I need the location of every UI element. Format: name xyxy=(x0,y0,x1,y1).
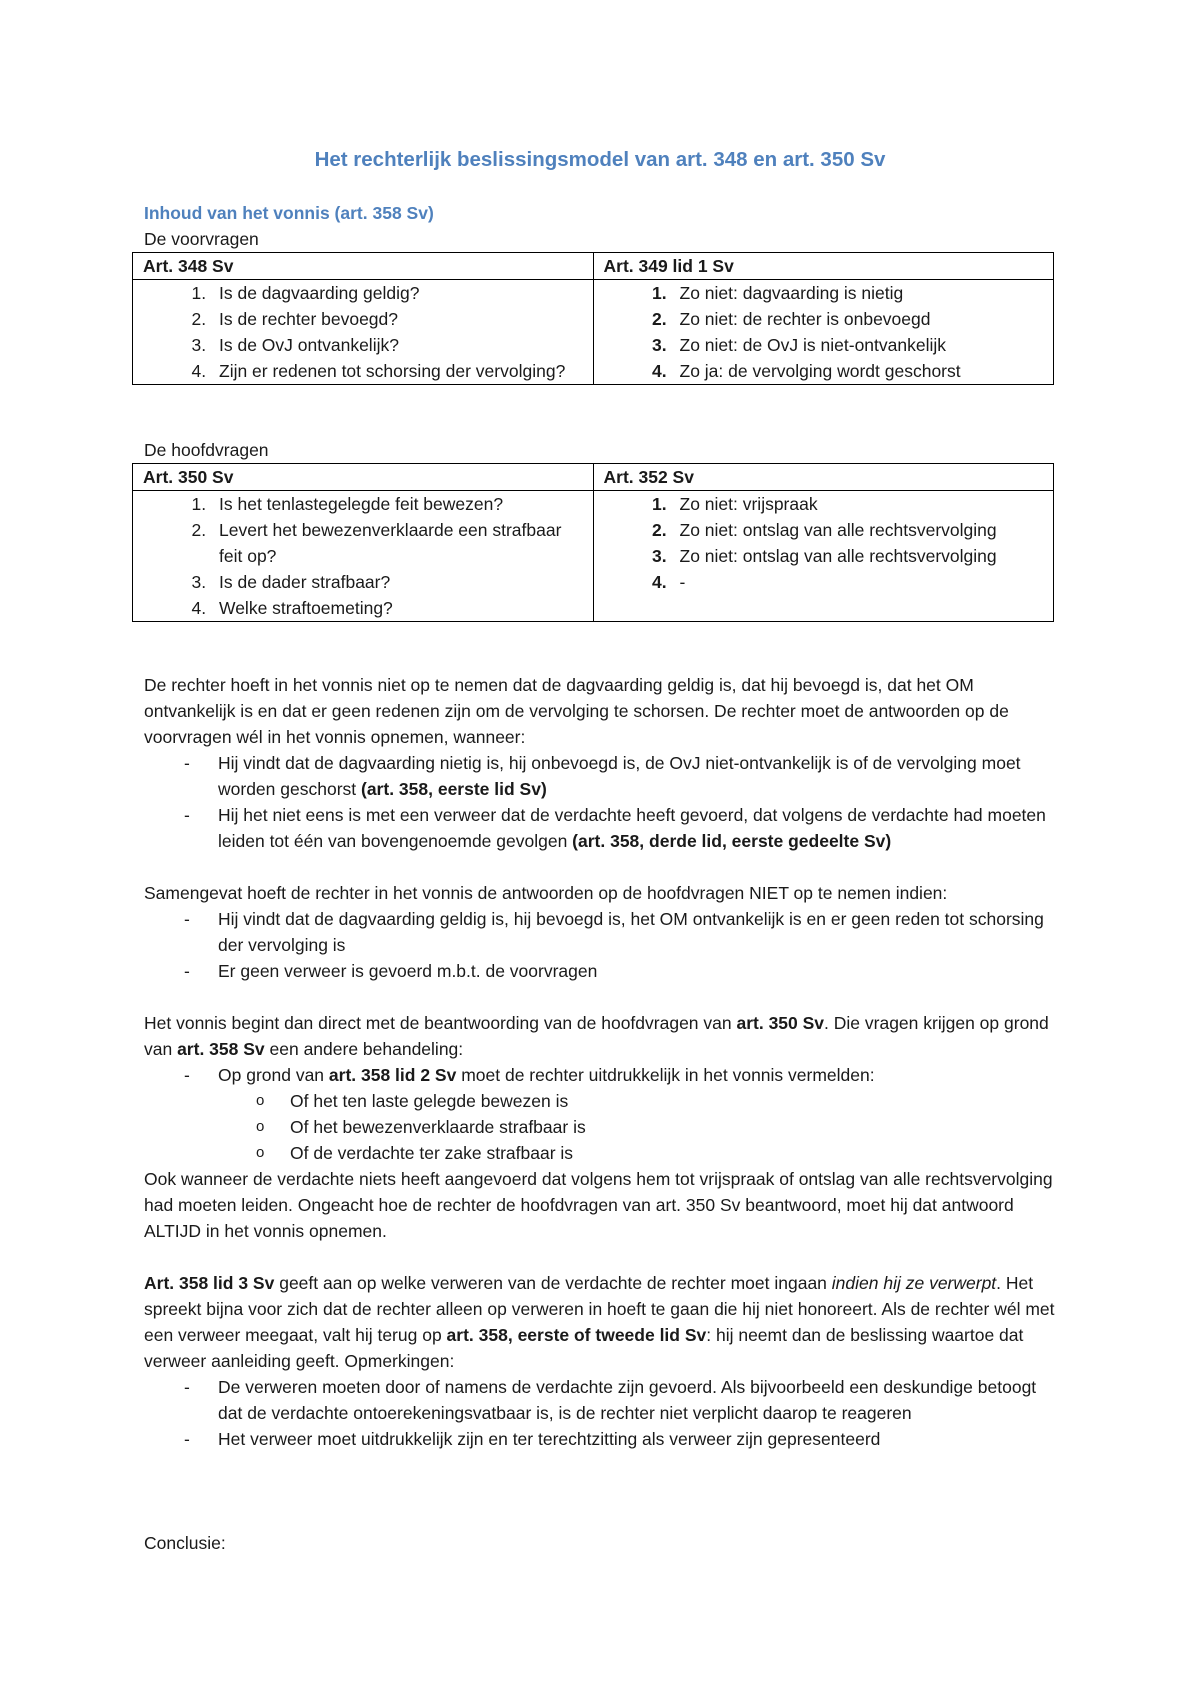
voorvragen-left-header: Art. 348 Sv xyxy=(133,253,594,280)
list-item: 4. Welke straftoemeting? xyxy=(211,595,583,621)
list-item: 3. Zo niet: ontslag van alle rechtsvervolging xyxy=(672,543,1044,569)
list-item: - Hij het niet eens is met een verweer dat de verdachte heeft gevoerd, dat volgens de verdachte had moeten leiden tot één van bovengenoemde gevolgen (art. 358, derde lid, eerste gedeelte Sv) xyxy=(144,802,1056,854)
list-item: 2. Zo niet: ontslag van alle rechtsvervolging xyxy=(672,517,1044,543)
paragraph-text: De rechter hoeft in het vonnis niet op te nemen dat de dagvaarding geldig is, dat hij bevoegd is, dat het OM ontvankelijk is en dat er geen redenen zijn om de vervolging te schorsen. De rechter moet de antwoorden op de voorvragen wél in het vonnis opnemen, wanneer: xyxy=(144,675,1009,747)
voorvragen-right-cell xyxy=(593,280,1054,385)
paragraph-hoofdvragen xyxy=(144,1010,1056,1244)
hoofdvragen-right-header: Art. 352 Sv xyxy=(593,464,1054,491)
list-item: 2. Zo niet: de rechter is onbevoegd xyxy=(672,306,1044,332)
paragraph-text: Het vonnis begint dan direct met de beantwoording van de hoofdvragen van art. 350 Sv. Die vragen krijgen op grond van art. 358 Sv een andere behandeling: xyxy=(144,1013,1049,1059)
conclusion-label: Conclusie: xyxy=(144,1533,226,1553)
list-item: 1. Zo niet: dagvaarding is nietig xyxy=(672,280,1044,306)
list-item: - De verweren moeten door of namens de verdachte zijn gevoerd. Als bijvoorbeeld een deskundige betoogt dat de verdachte ontoerekeningsvatbaar is, is de rechter niet verplicht daarop te reageren xyxy=(144,1374,1056,1426)
voorvragen-table xyxy=(132,252,1054,385)
list-item: 1. Is het tenlastegelegde feit bewezen? xyxy=(211,491,583,517)
voorvragen-label: De voorvragen xyxy=(144,229,259,249)
list-item: 3. Is de dader strafbaar? xyxy=(211,569,583,595)
list-item: 3. Zo niet: de OvJ is niet-ontvankelijk xyxy=(672,332,1044,358)
list-item: 1. Is de dagvaarding geldig? xyxy=(211,280,583,306)
hoofdvragen-label: De hoofdvragen xyxy=(144,440,269,460)
paragraph-voorvragen-opnemen xyxy=(144,672,1056,854)
sub-list-item: o Of het bewezenverklaarde strafbaar is xyxy=(144,1114,1056,1140)
list-item: 1. Zo niet: vrijspraak xyxy=(672,491,1044,517)
hoofdvragen-left-header: Art. 350 Sv xyxy=(133,464,594,491)
list-item: 4. - xyxy=(672,569,1044,595)
list-item: - Er geen verweer is gevoerd m.b.t. de voorvragen xyxy=(144,958,1056,984)
list-item: 4. Zo ja: de vervolging wordt geschorst xyxy=(672,358,1044,384)
list-item: 3. Is de OvJ ontvankelijk? xyxy=(211,332,583,358)
sub-list-item: o Of het ten laste gelegde bewezen is xyxy=(144,1088,1056,1114)
voorvragen-left-cell xyxy=(133,280,594,385)
document-title: Het rechterlijk beslissingsmodel van art. 348 en art. 350 Sv xyxy=(314,148,886,171)
voorvragen-right-header: Art. 349 lid 1 Sv xyxy=(593,253,1054,280)
sub-list-item: o Of de verdachte ter zake strafbaar is xyxy=(144,1140,1056,1166)
list-item: - Op grond van art. 358 lid 2 Sv moet de rechter uitdrukkelijk in het vonnis vermelden: xyxy=(144,1062,1056,1088)
paragraph-samengevat xyxy=(144,880,1056,984)
paragraph-verweren xyxy=(144,1270,1056,1452)
hoofdvragen-right-cell xyxy=(593,491,1054,622)
section-heading: Inhoud van het vonnis (art. 358 Sv) xyxy=(144,203,434,223)
list-item: - Hij vindt dat de dagvaarding nietig is, hij onbevoegd is, de OvJ niet-ontvankelijk is of de vervolging moet worden geschorst (art. 358, eerste lid Sv) xyxy=(144,750,1056,802)
list-item: 4. Zijn er redenen tot schorsing der vervolging? xyxy=(211,358,583,384)
hoofdvragen-left-cell xyxy=(133,491,594,622)
paragraph-text: Samengevat hoeft de rechter in het vonnis de antwoorden op de hoofdvragen NIET op te nemen indien: xyxy=(144,883,948,903)
list-item: 2. Is de rechter bevoegd? xyxy=(211,306,583,332)
list-item: 2. Levert het bewezenverklaarde een strafbaar feit op? xyxy=(211,517,583,569)
list-item: - Hij vindt dat de dagvaarding geldig is, hij bevoegd is, het OM ontvankelijk is en er geen reden tot schorsing der vervolging is xyxy=(144,906,1056,958)
list-item: - Het verweer moet uitdrukkelijk zijn en ter terechtzitting als verweer zijn gepresenteerd xyxy=(144,1426,1056,1452)
hoofdvragen-table xyxy=(132,463,1054,622)
paragraph-text: Art. 358 lid 3 Sv geeft aan op welke verweren van de verdachte de rechter moet ingaan indien hij ze verwerpt. Het spreekt bijna voor zich dat de rechter alleen op verweren in hoeft te gaan die hij niet honoreert. Als de rechter wél met een verweer meegaat, valt hij terug op art. 358, eerste of tweede lid Sv: hij neemt dan de beslissing waartoe dat verweer aanleiding geeft. Opmerkingen: xyxy=(144,1273,1055,1371)
paragraph-text: Ook wanneer de verdachte niets heeft aangevoerd dat volgens hem tot vrijspraak of ontslag van alle rechtsvervolging had moeten leiden. Ongeacht hoe de rechter de hoofdvragen van art. 350 Sv beantwoord, moet hij dat antwoord ALTIJD in het vonnis opnemen. xyxy=(144,1169,1053,1241)
